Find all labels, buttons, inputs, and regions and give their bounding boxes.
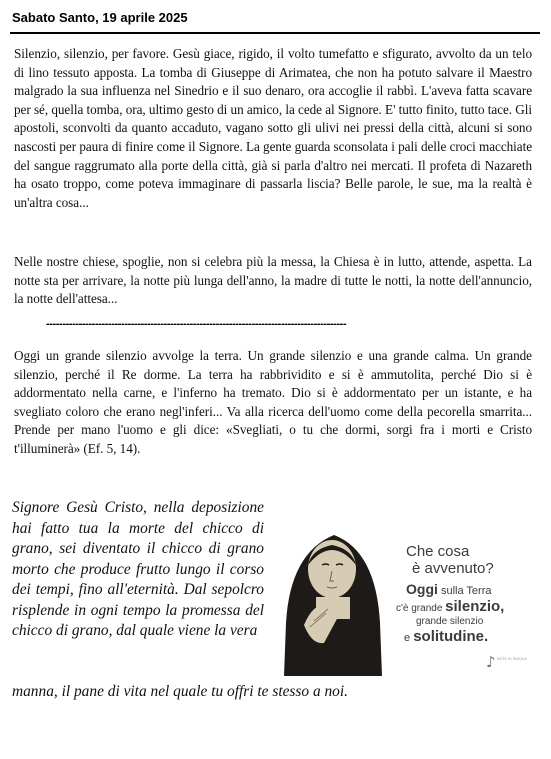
illustration-word-oggi: Oggi	[406, 581, 438, 597]
illustration-word-silenzio: silenzio,	[445, 598, 505, 615]
illustration-word-solitudine: solitudine.	[413, 628, 489, 645]
illustration-title-line2: è avvenuto?	[412, 560, 494, 577]
paragraph-homily: Oggi un grande silenzio avvolge la terra. Un grande silenzio e una grande calma. Un grande silenzio, perché il Re dorme. La terra ha rabbrividito e si è ammutolita, perché Dio si è addormentato nella carne, e l'inferno ha tremato. Dio si è addormentato per un istante, e ha svegliato coloro che erano negl'inferi... Va alla ricerca dell'uomo come della pecorella smarrita... Prende per mano l'uomo e gli dice: «Svegliati, o tu che dormi, sorgi fra i morti e Cristo t'illuminerà» (Ef. 5, 14).	[14, 348, 532, 456]
illustration-line3: sulla Terra	[440, 585, 492, 597]
illustration-title-line1: Che cosa	[406, 543, 470, 560]
illustration-line6: e	[404, 632, 411, 644]
illustration-line5: grande silenzio	[416, 616, 484, 627]
prayer-text: Signore Gesù Cristo, nella deposizione hai fatto tua la morte del chicco di grano, sei diventato il chicco di grano morto che produce frutto lungo il corso dei tempi, fino all'eternità. Dal sepolcro risplende in ogni tempo la promessa del chicco di grano, dal quale viene la vera	[12, 499, 264, 639]
section-divider: --------------------------------------------------------------------------------------------	[46, 318, 347, 330]
logo-text: NOTE DI PASQUA	[497, 657, 527, 661]
madonna-illustration	[264, 513, 534, 676]
page-title: Sabato Santo, 19 aprile 2025	[12, 10, 188, 25]
illustration-line4: c'è grande	[396, 603, 443, 614]
page-header	[10, 6, 540, 34]
music-note-icon: ♪	[486, 653, 496, 671]
paragraph-churches: Nelle nostre chiese, spoglie, non si celebra più la messa, la Chiesa è in lutto, attende, aspetta. La notte sta per arrivare, la notte più lunga dell'anno, la madre di tutte le notti, la notte dell'annuncio, la notte dell'attesa...	[14, 254, 532, 307]
prayer-last-line: manna, il pane di vita nel quale tu offri te stesso a noi.	[12, 683, 349, 700]
paragraph-intro: Silenzio, silenzio, per favore. Gesù giace, rigido, il volto tumefatto e sfigurato, avvolto da un telo di lino tessuto apposta. La tomba di Giuseppe di Arimatea, che non ha potuto salvare il Maestro malgrado la sua influenza nel Sinedrio e il suo denaro, ora accoglie il rabbì. L'aveva fatta scavare per sé, quella tomba, ora, ultimo gesto di un amico, la cede al Signore. E' tutto finito, tutto tace. Gli apostoli, sconvolti da quanto accaduto, vagano sotto gli ulivi nei pressi della città, alcuni si sono nascosti per paura di finire come il Signore. La gente guarda sconsolata i pali delle croci macchiate del sangue raggrumato alla porte della città, già si parla d'altro nei mercati. Il profeta di Nazareth ha osato troppo, come poteva immaginare di passarla liscia? Belle parole, le sue, ma la realtà è un'altra cosa...	[14, 46, 532, 210]
music-note-logo	[486, 653, 527, 673]
madonna-figure	[264, 513, 394, 676]
